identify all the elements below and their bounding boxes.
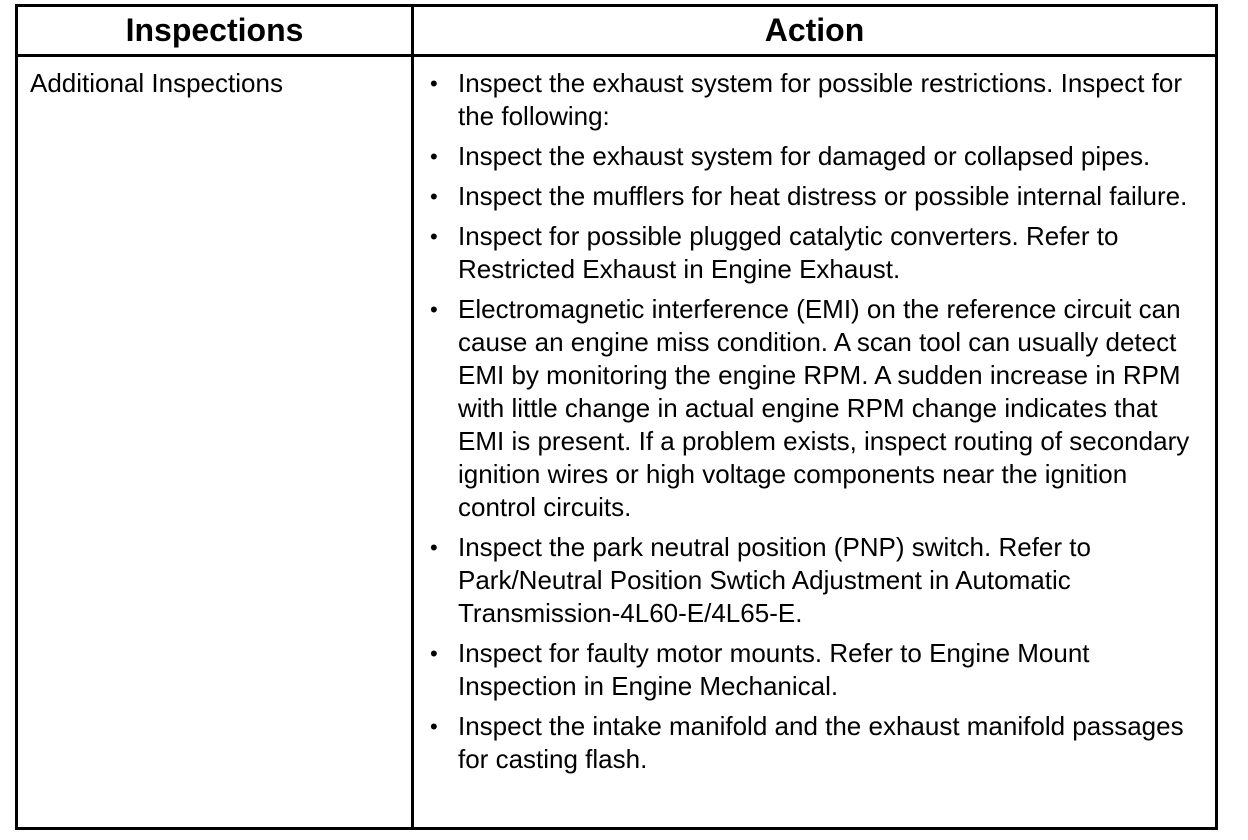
action-text: Inspect the exhaust system for damaged or collapsed pipes. — [458, 141, 1151, 171]
action-text: Inspect the mufflers for heat distress or possible internal failure. — [458, 181, 1188, 211]
bullet-icon: • — [430, 184, 438, 209]
action-item — [426, 67, 1201, 133]
action-text: Electromagnetic interference (EMI) on the reference circuit can cause an engine miss condition. A scan tool can usually detect EMI by monitoring the engine RPM. A sudden increase in RPM with little change in actual engine RPM change indicates that EMI is present. If a problem exists, inspect routing of secondary ignition wires or high voltage components near the ignition control circuits. — [458, 294, 1190, 522]
action-text: Inspect the exhaust system for possible restrictions. Inspect for the following: — [458, 68, 1182, 131]
bullet-icon: • — [430, 535, 438, 560]
action-item — [426, 220, 1201, 286]
action-text: Inspect the park neutral position (PNP) switch. Refer to Park/Neutral Position Swtich Adjustment in Automatic Transmission-4L60-E/4L65-E. — [458, 532, 1091, 628]
bullet-icon: • — [430, 641, 438, 666]
header-inspections: Inspections — [17, 6, 413, 56]
action-item — [426, 531, 1201, 630]
action-item — [426, 140, 1201, 173]
action-item — [426, 293, 1201, 524]
inspection-table — [15, 4, 1218, 830]
action-item — [426, 180, 1201, 213]
action-item — [426, 637, 1201, 703]
bullet-icon: • — [430, 224, 438, 249]
header-action: Action — [413, 6, 1217, 56]
action-text: Inspect the intake manifold and the exhaust manifold passages for casting flash. — [458, 711, 1184, 774]
action-list — [426, 67, 1201, 776]
action-cell — [413, 56, 1217, 829]
inspection-cell: Additional Inspections — [17, 56, 413, 829]
bullet-icon: • — [430, 71, 438, 96]
bullet-icon: • — [430, 297, 438, 322]
action-item — [426, 710, 1201, 776]
header-row — [17, 6, 1217, 56]
bullet-icon: • — [430, 144, 438, 169]
action-text: Inspect for possible plugged catalytic converters. Refer to Restricted Exhaust in Engine Exhaust. — [458, 221, 1119, 284]
table-row — [17, 56, 1217, 829]
bullet-icon: • — [430, 714, 438, 739]
action-text: Inspect for faulty motor mounts. Refer to Engine Mount Inspection in Engine Mechanical. — [458, 638, 1090, 701]
